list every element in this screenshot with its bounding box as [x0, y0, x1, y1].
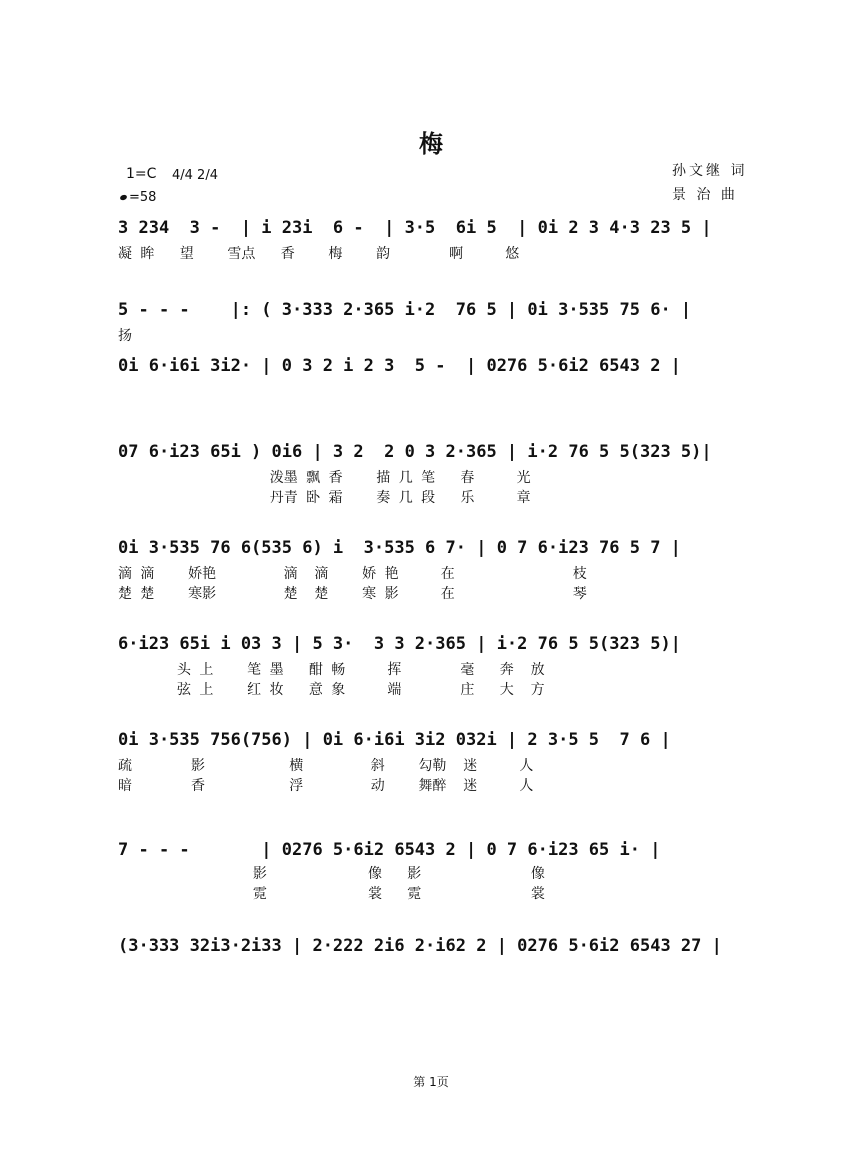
lyric-line-1: 凝 眸 望 雪点 香 梅 韵 啊 悠: [118, 246, 520, 262]
time-signature: 4/4 2/4: [172, 168, 218, 183]
tempo-value: =58: [129, 190, 157, 205]
lyric-line-1: 疏 影 横 斜 勾勒 迷 人: [118, 758, 534, 774]
lyric-line-1: 扬: [118, 328, 132, 344]
lyricist-credit: 孙文继 词: [672, 163, 748, 179]
notation-line: 0i 6·i6i 3i2· | 0 3 2 i 2 3 5 - | 0276 5·6i2 6543 2 |: [118, 356, 681, 376]
lyric-line-2: 楚 楚 寒影 楚 楚 寒 影 在 琴: [118, 586, 587, 602]
notation-line: 0i 3·535 76 6(535 6) i 3·535 6 7· | 0 7 6·i23 76 5 7 |: [118, 538, 681, 558]
lyric-line-2: 弦 上 红 妆 意 象 端 庄 大 方: [118, 682, 545, 698]
tempo-marking: [120, 190, 156, 205]
lyric-line-2: 丹青 卧 霜 奏 几 段 乐 章: [118, 490, 531, 506]
notation-line: (3·333 32i3·2i33 | 2·222 2i6 2·i62 2 | 0276 5·6i2 6543 27 |: [118, 936, 722, 956]
song-title: 梅: [419, 129, 443, 158]
page-number: 第 1页: [413, 1075, 449, 1089]
notation-line: 07 6·i23 65i ) 0i6 | 3 2 2 0 3 2·365 | i·2 76 5 5(323 5)|: [118, 442, 712, 462]
composer-credit: 景 治 曲: [672, 187, 738, 203]
notation-line: 6·i23 65i i 03 3 | 5 3· 3 3 2·365 | i·2 76 5 5(323 5)|: [118, 634, 681, 654]
lyric-line-1: 滴 滴 娇艳 滴 滴 娇 艳 在 枝: [118, 566, 587, 582]
lyric-line-1: 头 上 笔 墨 酣 畅 挥 毫 奔 放: [118, 662, 545, 678]
notation-line: 0i 3·535 756(756) | 0i 6·i6i 3i2 032i | 2 3·5 5 7 6 |: [118, 730, 671, 750]
lyric-line-2: 霓 裳 霓 裳: [118, 886, 545, 902]
lyric-line-1: 影 像 影 像: [118, 866, 545, 882]
lyric-line-1: 泼墨 飘 香 描 几 笔 春 光: [118, 470, 531, 486]
notation-line: 5 - - - |: ( 3·333 2·365 i·2 76 5 | 0i 3·535 75 6· |: [118, 300, 692, 320]
key-signature: 1=C: [126, 166, 157, 182]
lyric-line-2: 暗 香 浮 动 舞醉 迷 人: [118, 778, 534, 794]
notation-line: 3 234 3 - | i 23i 6 - | 3·5 6i 5 | 0i 2 3 4·3 23 5 |: [118, 218, 712, 238]
quarter-note-icon: [119, 194, 127, 201]
notation-line: 7 - - - | 0276 5·6i2 6543 2 | 0 7 6·i23 65 i· |: [118, 840, 661, 860]
